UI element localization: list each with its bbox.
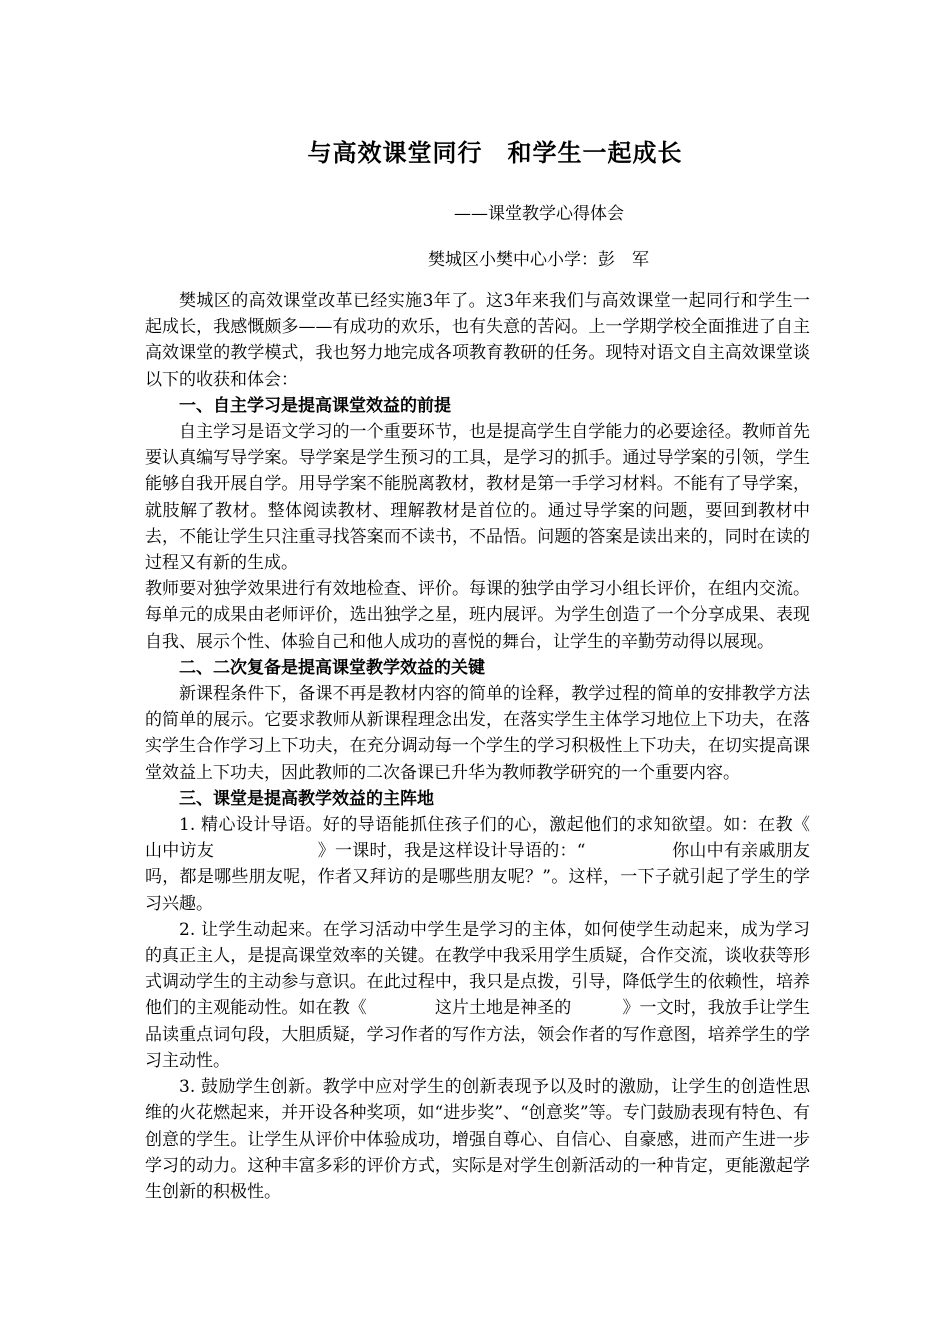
document-subtitle: ——课堂教学心得体会	[454, 204, 624, 224]
document-author: 樊城区小樊中心小学：彭 军	[428, 250, 649, 270]
document-title: 与高效课堂同行 和学生一起成长	[307, 138, 683, 167]
section-heading-3: 三、课堂是提高教学效益的主阵地	[179, 788, 434, 809]
paragraph: 新课程条件下，备课不再是教材内容的简单的诠释，教学过程的简单的安排教学方法的简单的展示。它要求教师从新课程理念出发，在落实学生主体学习地位上下功夫，在落实学生合作学习上下功夫，在充分调动每一个学生的学习积极性上下功夫，在切实提高课堂效益上下功夫，因此教师的二次备课已升华为教师教学研究的一个重要内容。	[145, 684, 810, 783]
paragraph: 教师要对独学效果进行有效地检查、评价。每课的独学由学习小组长评价，在组内交流。每单元的成果由老师评价，选出独学之星，班内展评。为学生创造了一个分享成果、表现自我、展示个性、体验自己和他人成功的喜悦的舞台，让学生的辛勤劳动得以展现。	[145, 579, 810, 652]
document-body	[145, 288, 878, 1205]
section-heading-2: 二、二次复备是提高课堂教学效益的关键	[179, 657, 485, 678]
paragraph: 1. 精心设计导语。好的导语能抓住孩子们的心，激起他们的求知欲望。如：在教《 山中访友 》一课时，我是这样设计导语的：“ 你山中有亲戚朋友吗，都是哪些朋友呢，作者又拜访的是哪些朋友呢？”。这样，一下子就引起了学生的学习兴趣。	[145, 815, 878, 914]
paragraph: 2. 让学生动起来。在学习活动中学生是学习的主体，如何使学生动起来，成为学习的真正主人，是提高课堂效率的关键。在教学中我采用学生质疑，合作交流，谈收获等形式调动学生的主动参与意识。在此过程中，我只是点拨，引导，降低学生的依赖性，培养他们的主观能动性。如在教《 这片土地是神圣的 》一文时，我放手让学生品读重点词句段，大胆质疑，学习作者的写作方法，领会作者的写作意图，培养学生的学习主动性。	[145, 919, 810, 1071]
paragraph-intro: 樊城区的高效课堂改革已经实施3年了。这3年来我们与高效课堂一起同行和学生一起成长，我感慨颇多——有成功的欢乐，也有失意的苦闷。上一学期学校全面推进了自主高效课堂的教学模式，我也努力地完成各项教育教研的任务。现特对语文自主高效课堂谈以下的收获和体会：	[145, 291, 810, 390]
paragraph: 自主学习是语文学习的一个重要环节，也是提高学生自学能力的必要途径。教师首先要认真编写导学案。导学案是学生预习的工具，是学习的抓手。通过导学案的引领，学生能够自我开展自学。用导学案不能脱离教材，教材是第一手学习材料。不能有了导学案，就肢解了教材。整体阅读教材、理解教材是首位的。通过导学案的问题，要回到教材中去，不能让学生只注重寻找答案而不读书，不品悟。问题的答案是读出来的，同时在读的过程又有新的生成。	[145, 422, 810, 574]
section-heading-1: 一、自主学习是提高课堂效益的前提	[179, 395, 451, 416]
paragraph: 3. 鼓励学生创新。教学中应对学生的创新表现予以及时的激励，让学生的创造性思维的火花燃起来，并开设各种奖项，如“进步奖”、“创意奖”等。专门鼓励表现有特色、有创意的学生。让学生从评价中体验成功，增强自尊心、自信心、自豪感，进而产生进一步学习的动力。这种丰富多彩的评价方式，实际是对学生创新活动的一种肯定，更能激起学生创新的积极性。	[145, 1077, 810, 1202]
